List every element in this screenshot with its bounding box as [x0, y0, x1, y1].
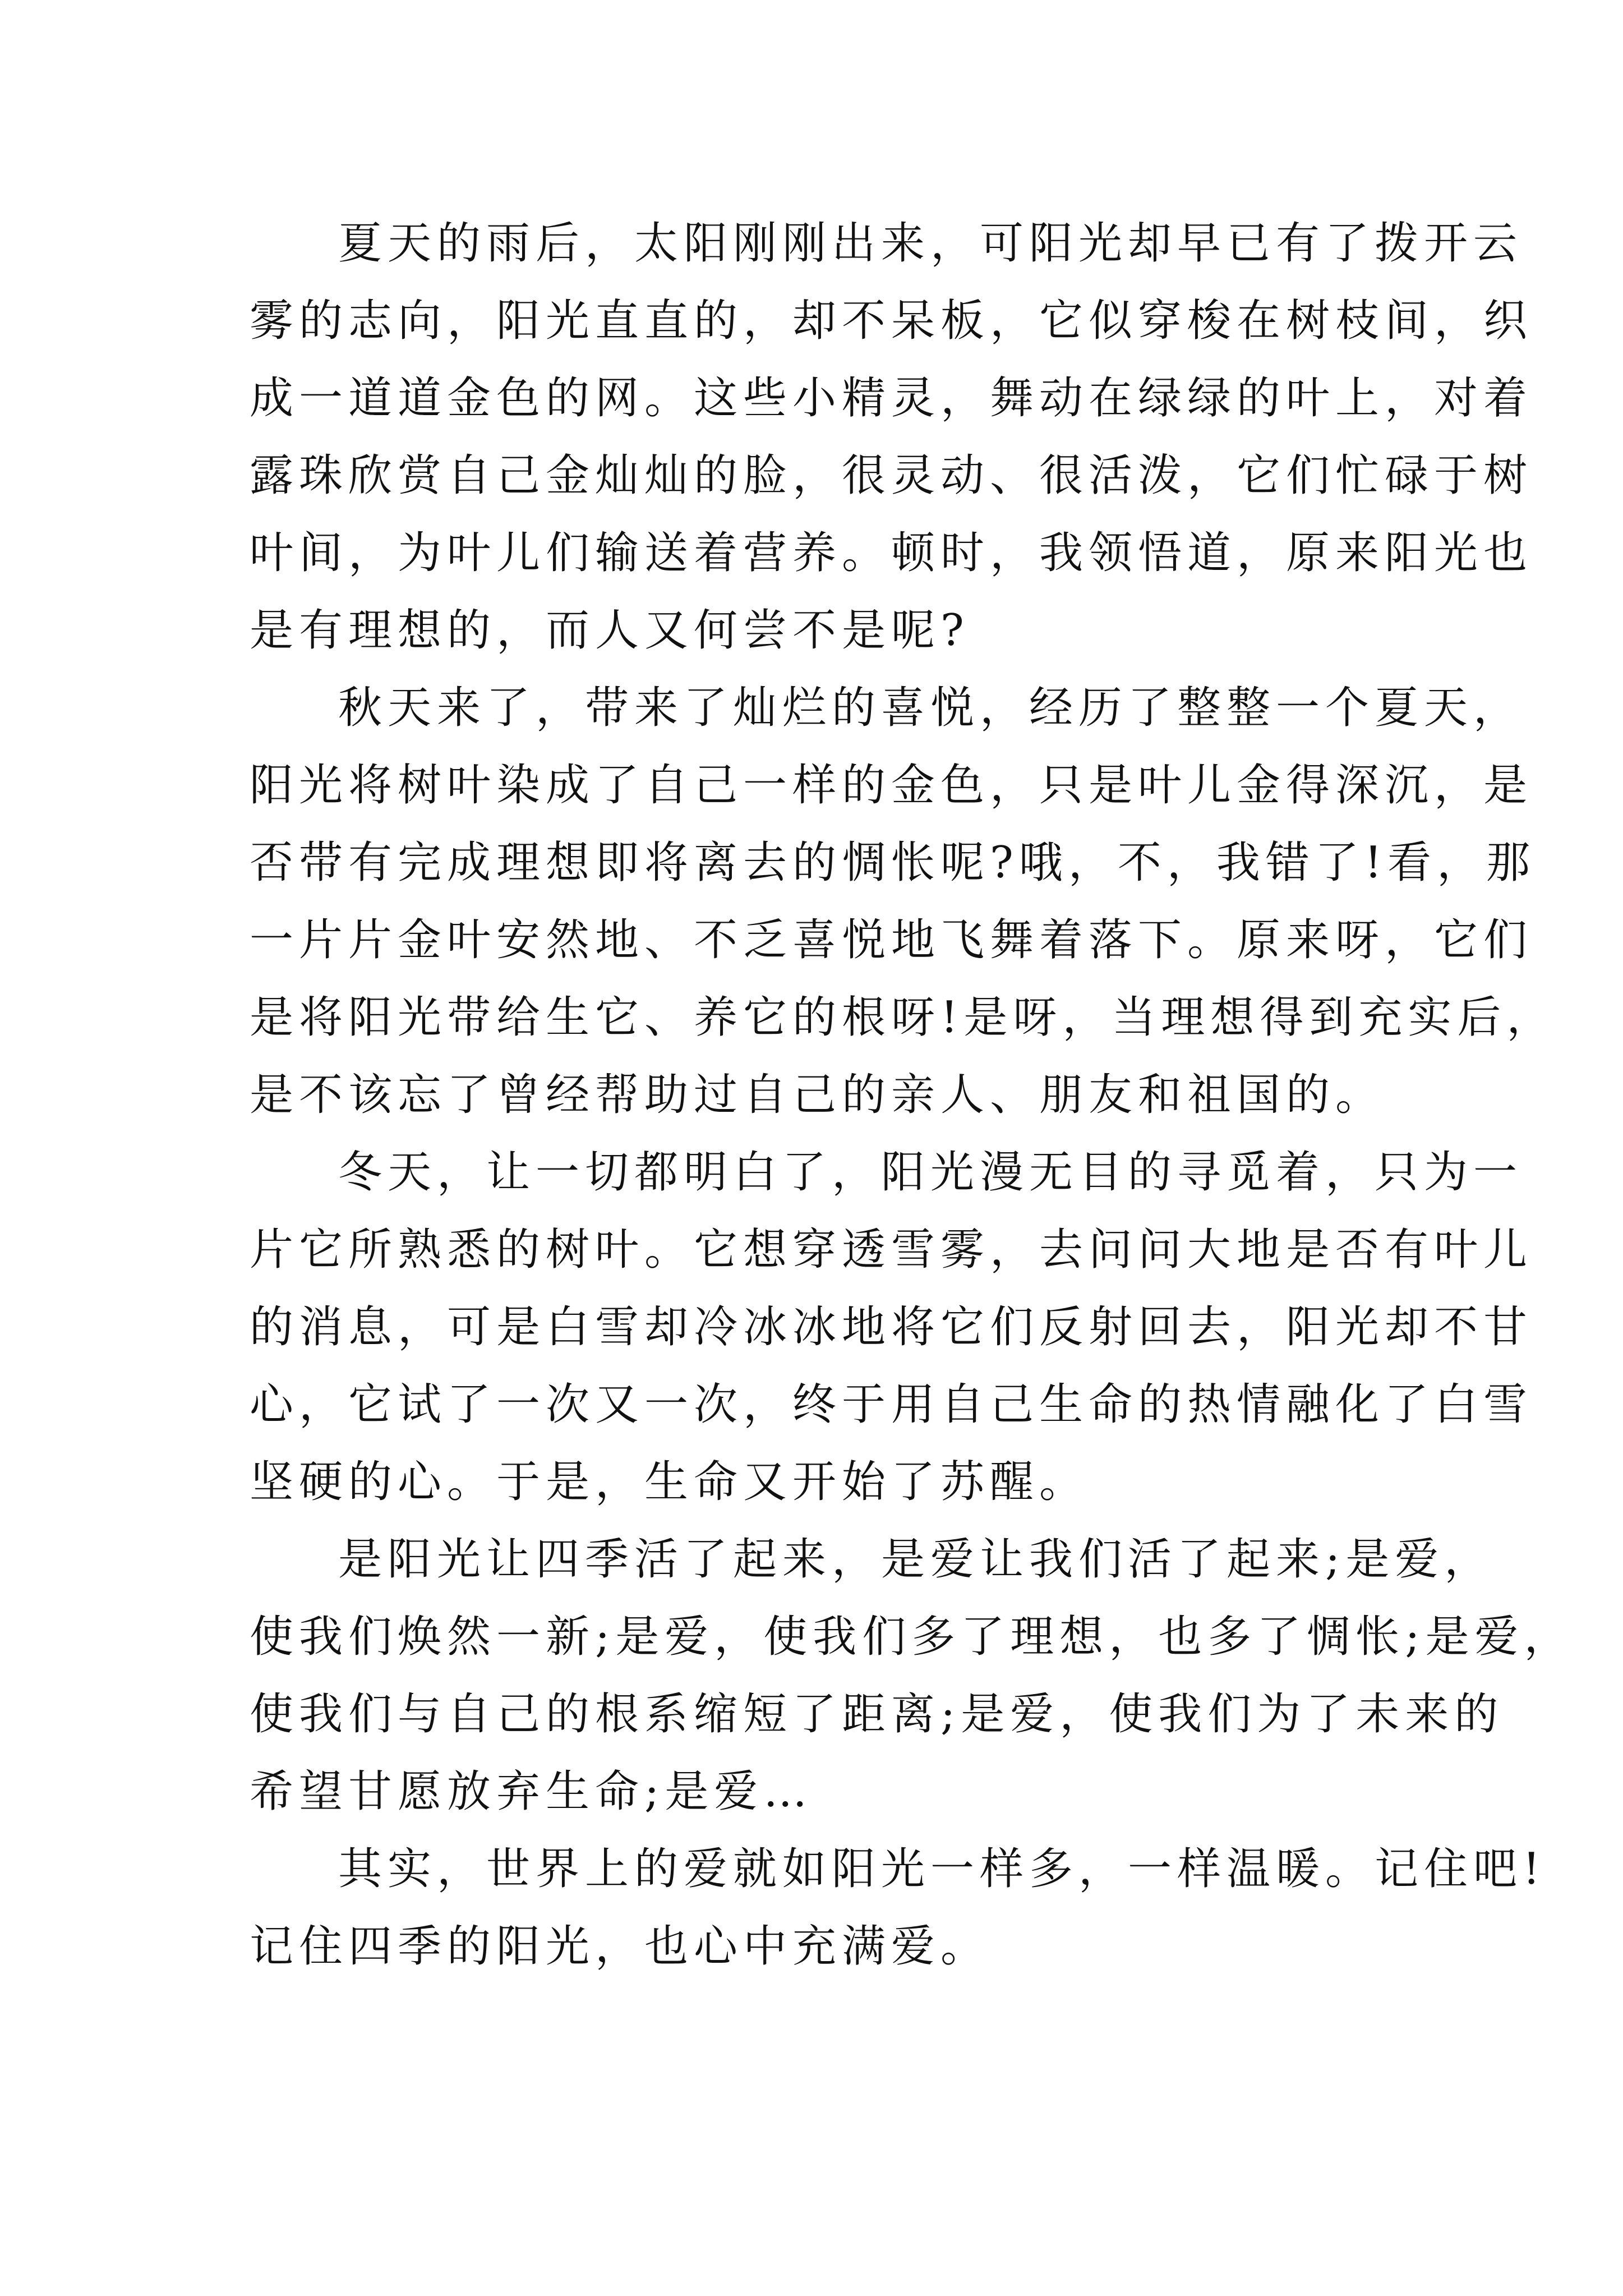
text-line: 是不该忘了曾经帮助过自己的亲人、朋友和祖国的。 — [250, 1070, 1385, 1120]
text-line: 使我们焕然一新;是爱，使我们多了理想，也多了惆怅;是爱， — [250, 1612, 1574, 1662]
text-line: 露珠欣赏自己金灿灿的脸，很灵动、很活泼，它们忙碌于树 — [250, 450, 1533, 501]
text-line: 其实，世界上的爱就如阳光一样多，一样温暖。记住吧! — [338, 1844, 1546, 1894]
text-line: 雾的志向，阳光直直的，却不呆板，它似穿梭在树枝间，织 — [250, 296, 1533, 346]
text-line: 片它所熟悉的树叶。它想穿透雪雾，去问问大地是否有叶儿 — [250, 1225, 1533, 1275]
text-line: 叶间，为叶儿们输送着营养。顿时，我领悟道，原来阳光也 — [250, 528, 1533, 578]
text-line: 坚硬的心。于是，生命又开始了苏醒。 — [250, 1457, 1089, 1507]
paragraph-summer — [250, 205, 1533, 669]
paragraph-autumn — [250, 669, 1556, 1134]
text-line: 冬天，让一切都明白了，阳光漫无目的寻觅着，只为一 — [338, 1147, 1523, 1198]
text-line: 秋天来了，带来了灿烂的喜悦，经历了整整一个夏天， — [338, 683, 1523, 733]
paragraph-winter — [250, 1134, 1533, 1521]
text-line: 一片片金叶安然地、不乏喜悦地飞舞着落下。原来呀，它们 — [250, 915, 1533, 965]
text-line: 是有理想的，而人又何尝不是呢? — [250, 605, 970, 656]
text-line: 记住四季的阳光，也心中充满爱。 — [250, 1921, 990, 1972]
text-line: 心，它试了一次又一次，终于用自己生命的热情融化了白雪 — [250, 1379, 1533, 1430]
paragraph-conclusion — [250, 1830, 1546, 1985]
text-line: 阳光将树叶染成了自己一样的金色，只是叶儿金得深沉，是 — [250, 760, 1533, 811]
text-line: 成一道道金色的网。这些小精灵，舞动在绿绿的叶上，对着 — [250, 373, 1533, 424]
text-line: 是阳光让四季活了起来，是爱让我们活了起来;是爱， — [338, 1534, 1494, 1585]
text-line: 使我们与自己的根系缩短了距离;是爱，使我们为了未来的 — [250, 1689, 1504, 1740]
text-line: 否带有完成理想即将离去的惆怅呢?哦，不，我错了!看，那 — [250, 838, 1536, 888]
document-body — [250, 205, 1574, 1985]
text-line: 希望甘愿放弃生命;是爱… — [250, 1766, 813, 1817]
text-line: 是将阳光带给生它、养它的根呀!是呀，当理想得到充实后， — [250, 992, 1556, 1043]
text-line: 的消息，可是白雪却冷冰冰地将它们反射回去，阳光却不甘 — [250, 1302, 1533, 1352]
text-line: 夏天的雨后，太阳刚刚出来，可阳光却早已有了拨开云 — [338, 218, 1523, 269]
paragraph-love — [250, 1521, 1574, 1830]
